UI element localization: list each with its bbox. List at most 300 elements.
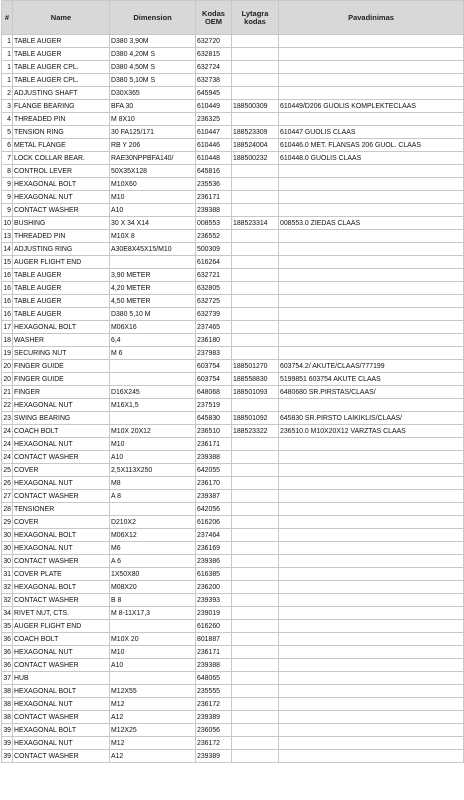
part-name-cell: HEXAGONAL NUT: [13, 399, 110, 412]
part-name-cell: TABLE AUGER: [13, 269, 110, 282]
kodas-oem-cell: 236180: [196, 334, 232, 347]
pavadinimas-cell: [279, 633, 464, 646]
pavadinimas-cell: [279, 399, 464, 412]
dimension-cell: A10: [110, 451, 196, 464]
dimension-cell: [110, 672, 196, 685]
table-row: [2, 360, 464, 373]
item-number-cell: 16: [2, 308, 13, 321]
dimension-cell: M12: [110, 737, 196, 750]
table-row: [2, 659, 464, 672]
item-number-cell: 24: [2, 425, 13, 438]
part-name-cell: TENSIONER: [13, 503, 110, 516]
item-number-cell: 24: [2, 451, 13, 464]
table-row: [2, 581, 464, 594]
kodas-oem-cell: 632739: [196, 308, 232, 321]
item-number-cell: 34: [2, 607, 13, 620]
part-name-cell: AUGER FLIGHT END: [13, 256, 110, 269]
pavadinimas-cell: 5199851 603754 AKUTE CLAAS: [279, 373, 464, 386]
kodas-oem-cell: 236170: [196, 477, 232, 490]
pavadinimas-cell: [279, 165, 464, 178]
table-row: [2, 711, 464, 724]
kodas-oem-cell: 239389: [196, 711, 232, 724]
item-number-cell: 9: [2, 191, 13, 204]
table-row: [2, 139, 464, 152]
dimension-cell: M10X60: [110, 178, 196, 191]
item-number-cell: 13: [2, 230, 13, 243]
part-name-cell: THREADED PIN: [13, 230, 110, 243]
dimension-cell: 30 X 34 X14: [110, 217, 196, 230]
lytagra-kodas-cell: [232, 724, 279, 737]
kodas-oem-cell: 236169: [196, 542, 232, 555]
table-row: [2, 451, 464, 464]
pavadinimas-cell: [279, 724, 464, 737]
pavadinimas-cell: [279, 61, 464, 74]
kodas-oem-cell: 616264: [196, 256, 232, 269]
lytagra-kodas-cell: [232, 711, 279, 724]
part-name-cell: CONTROL LEVER: [13, 165, 110, 178]
pavadinimas-cell: [279, 516, 464, 529]
dimension-cell: D380 5,10M S: [110, 74, 196, 87]
kodas-oem-cell: 236171: [196, 191, 232, 204]
table-row: [2, 204, 464, 217]
pavadinimas-cell: [279, 256, 464, 269]
part-name-cell: HEXAGONAL NUT: [13, 737, 110, 750]
table-row: [2, 217, 464, 230]
pavadinimas-cell: [279, 74, 464, 87]
kodas-oem-cell: 645830: [196, 412, 232, 425]
kodas-oem-cell: 645945: [196, 87, 232, 100]
kodas-oem-cell: 236510: [196, 425, 232, 438]
pavadinimas-cell: [279, 282, 464, 295]
pavadinimas-cell: [279, 191, 464, 204]
lytagra-kodas-cell: [232, 347, 279, 360]
table-row: [2, 373, 464, 386]
dimension-cell: 30 FA125/171: [110, 126, 196, 139]
kodas-oem-cell: 632738: [196, 74, 232, 87]
item-number-cell: 37: [2, 672, 13, 685]
item-number-cell: 32: [2, 581, 13, 594]
pavadinimas-cell: [279, 672, 464, 685]
kodas-oem-cell: 008553: [196, 217, 232, 230]
kodas-oem-cell: 632721: [196, 269, 232, 282]
kodas-oem-cell: 236171: [196, 646, 232, 659]
pavadinimas-cell: [279, 620, 464, 633]
table-row: [2, 321, 464, 334]
pavadinimas-cell: [279, 178, 464, 191]
dimension-cell: A 6: [110, 555, 196, 568]
lytagra-kodas-cell: 188523309: [232, 126, 279, 139]
header-row: [2, 1, 464, 35]
dimension-cell: A12: [110, 750, 196, 763]
kodas-oem-cell: 236056: [196, 724, 232, 737]
table-row: [2, 438, 464, 451]
lytagra-kodas-cell: [232, 503, 279, 516]
kodas-oem-cell: 236172: [196, 737, 232, 750]
item-number-cell: 29: [2, 516, 13, 529]
pavadinimas-cell: [279, 451, 464, 464]
dimension-cell: 3,90 METER: [110, 269, 196, 282]
item-number-cell: 1: [2, 61, 13, 74]
dimension-cell: M06X12: [110, 529, 196, 542]
kodas-oem-cell: 239388: [196, 659, 232, 672]
part-name-cell: TABLE AUGER: [13, 35, 110, 48]
part-name-cell: RIVET NUT, CTS.: [13, 607, 110, 620]
pavadinimas-cell: [279, 464, 464, 477]
lytagra-kodas-cell: [232, 399, 279, 412]
pavadinimas-cell: 610446.0 MET. FLANSAS 206 GUOL. CLAAS: [279, 139, 464, 152]
item-number-cell: 21: [2, 386, 13, 399]
table-row: [2, 269, 464, 282]
dimension-cell: D380 4,20M S: [110, 48, 196, 61]
table-row: [2, 620, 464, 633]
kodas-oem-cell: 610447: [196, 126, 232, 139]
kodas-oem-cell: 632805: [196, 282, 232, 295]
kodas-oem-cell: 236171: [196, 438, 232, 451]
part-name-cell: COVER: [13, 516, 110, 529]
dimension-cell: M10: [110, 191, 196, 204]
table-row: [2, 529, 464, 542]
parts-table: [1, 0, 464, 763]
part-name-cell: HEXAGONAL BOLT: [13, 724, 110, 737]
dimension-cell: RAE30NPPBFA140/: [110, 152, 196, 165]
pavadinimas-cell: [279, 334, 464, 347]
part-name-cell: HEXAGONAL NUT: [13, 646, 110, 659]
item-number-cell: 16: [2, 269, 13, 282]
lytagra-kodas-cell: [232, 620, 279, 633]
item-number-cell: 15: [2, 256, 13, 269]
table-row: [2, 594, 464, 607]
item-number-cell: 20: [2, 373, 13, 386]
kodas-oem-cell: 236325: [196, 113, 232, 126]
kodas-oem-cell: 610448: [196, 152, 232, 165]
pavadinimas-cell: [279, 35, 464, 48]
table-row: [2, 100, 464, 113]
part-name-cell: HEXAGONAL NUT: [13, 191, 110, 204]
lytagra-kodas-cell: [232, 61, 279, 74]
item-number-cell: 35: [2, 620, 13, 633]
lytagra-kodas-cell: [232, 165, 279, 178]
table-row: [2, 347, 464, 360]
part-name-cell: SECURING NUT: [13, 347, 110, 360]
part-name-cell: CONTACT WASHER: [13, 594, 110, 607]
item-number-cell: 23: [2, 412, 13, 425]
table-row: [2, 425, 464, 438]
item-number-cell: 39: [2, 750, 13, 763]
kodas-oem-cell: 648068: [196, 386, 232, 399]
lytagra-kodas-cell: [232, 555, 279, 568]
pavadinimas-cell: [279, 477, 464, 490]
part-name-cell: FLANGE BEARING: [13, 100, 110, 113]
table-row: [2, 737, 464, 750]
pavadinimas-cell: [279, 204, 464, 217]
table-row: [2, 464, 464, 477]
table-row: [2, 477, 464, 490]
header-name: Name: [13, 1, 110, 35]
part-name-cell: HEXAGONAL BOLT: [13, 685, 110, 698]
table-row: [2, 152, 464, 165]
table-row: [2, 386, 464, 399]
table-body: [2, 35, 464, 763]
kodas-oem-cell: 239393: [196, 594, 232, 607]
dimension-cell: M6: [110, 542, 196, 555]
item-number-cell: 9: [2, 178, 13, 191]
lytagra-kodas-cell: 188558830: [232, 373, 279, 386]
pavadinimas-cell: [279, 113, 464, 126]
lytagra-kodas-cell: [232, 334, 279, 347]
lytagra-kodas-cell: [232, 529, 279, 542]
table-row: [2, 295, 464, 308]
lytagra-kodas-cell: [232, 490, 279, 503]
table-row: [2, 399, 464, 412]
dimension-cell: [110, 256, 196, 269]
lytagra-kodas-cell: [232, 256, 279, 269]
item-number-cell: 6: [2, 139, 13, 152]
item-number-cell: 24: [2, 438, 13, 451]
item-number-cell: 4: [2, 113, 13, 126]
table-row: [2, 672, 464, 685]
pavadinimas-cell: 6480680 SR.PIRSTAS/CLAAS/: [279, 386, 464, 399]
header-kodas-oem: Kodas OEM: [196, 1, 232, 35]
table-row: [2, 750, 464, 763]
part-name-cell: CONTACT WASHER: [13, 750, 110, 763]
kodas-oem-cell: 237464: [196, 529, 232, 542]
kodas-oem-cell: 239387: [196, 490, 232, 503]
lytagra-kodas-cell: 188523322: [232, 425, 279, 438]
part-name-cell: FINGER: [13, 386, 110, 399]
table-row: [2, 503, 464, 516]
item-number-cell: 2: [2, 87, 13, 100]
part-name-cell: TABLE AUGER CPL.: [13, 61, 110, 74]
part-name-cell: TABLE AUGER CPL.: [13, 74, 110, 87]
lytagra-kodas-cell: [232, 698, 279, 711]
table-row: [2, 113, 464, 126]
part-name-cell: AUGER FLIGHT END: [13, 620, 110, 633]
pavadinimas-cell: [279, 230, 464, 243]
lytagra-kodas-cell: 188501093: [232, 386, 279, 399]
lytagra-kodas-cell: 188524004: [232, 139, 279, 152]
item-number-cell: 39: [2, 737, 13, 750]
dimension-cell: RB Y 206: [110, 139, 196, 152]
item-number-cell: 38: [2, 698, 13, 711]
header-lytagra-kodas: Lytagra kodas: [232, 1, 279, 35]
dimension-cell: A 8: [110, 490, 196, 503]
table-row: [2, 646, 464, 659]
dimension-cell: M10X 20X12: [110, 425, 196, 438]
pavadinimas-cell: 008553.0 ZIEDAS CLAAS: [279, 217, 464, 230]
kodas-oem-cell: 642055: [196, 464, 232, 477]
lytagra-kodas-cell: [232, 308, 279, 321]
dimension-cell: M16X1,5: [110, 399, 196, 412]
kodas-oem-cell: 235536: [196, 178, 232, 191]
dimension-cell: D210X2: [110, 516, 196, 529]
part-name-cell: LOCK COLLAR BEAR.: [13, 152, 110, 165]
item-number-cell: 28: [2, 503, 13, 516]
table-row: [2, 191, 464, 204]
lytagra-kodas-cell: [232, 74, 279, 87]
table-row: [2, 516, 464, 529]
table-row: [2, 633, 464, 646]
dimension-cell: M12: [110, 698, 196, 711]
part-name-cell: COACH BOLT: [13, 425, 110, 438]
lytagra-kodas-cell: [232, 646, 279, 659]
table-row: [2, 334, 464, 347]
dimension-cell: M10X 8: [110, 230, 196, 243]
item-number-cell: 10: [2, 217, 13, 230]
kodas-oem-cell: 239389: [196, 750, 232, 763]
dimension-cell: BFA 30: [110, 100, 196, 113]
pavadinimas-cell: [279, 555, 464, 568]
pavadinimas-cell: [279, 607, 464, 620]
kodas-oem-cell: 610449: [196, 100, 232, 113]
lytagra-kodas-cell: [232, 451, 279, 464]
part-name-cell: CONTACT WASHER: [13, 659, 110, 672]
lytagra-kodas-cell: [232, 438, 279, 451]
item-number-cell: 36: [2, 659, 13, 672]
item-number-cell: 17: [2, 321, 13, 334]
pavadinimas-cell: [279, 542, 464, 555]
dimension-cell: [110, 373, 196, 386]
pavadinimas-cell: [279, 750, 464, 763]
table-row: [2, 607, 464, 620]
table-header: [2, 1, 464, 35]
pavadinimas-cell: [279, 347, 464, 360]
kodas-oem-cell: 237465: [196, 321, 232, 334]
lytagra-kodas-cell: [232, 243, 279, 256]
item-number-cell: 30: [2, 529, 13, 542]
kodas-oem-cell: 603754: [196, 373, 232, 386]
dimension-cell: D380 5,10 M: [110, 308, 196, 321]
table-row: [2, 178, 464, 191]
dimension-cell: B 8: [110, 594, 196, 607]
item-number-cell: 5: [2, 126, 13, 139]
pavadinimas-cell: 610448.0 GUOLIS CLAAS: [279, 152, 464, 165]
item-number-cell: 14: [2, 243, 13, 256]
item-number-cell: 25: [2, 464, 13, 477]
item-number-cell: 36: [2, 633, 13, 646]
pavadinimas-cell: [279, 568, 464, 581]
table-row: [2, 61, 464, 74]
lytagra-kodas-cell: [232, 633, 279, 646]
dimension-cell: [110, 360, 196, 373]
part-name-cell: SWING BEARING: [13, 412, 110, 425]
part-name-cell: FINGER GUIDE: [13, 373, 110, 386]
header-number: #: [2, 1, 13, 35]
kodas-oem-cell: 500309: [196, 243, 232, 256]
table-row: [2, 35, 464, 48]
item-number-cell: 30: [2, 542, 13, 555]
pavadinimas-cell: 645830 SR.PIRSTO LAIKIKLIS/CLAAS/: [279, 412, 464, 425]
pavadinimas-cell: [279, 321, 464, 334]
dimension-cell: M12X55: [110, 685, 196, 698]
item-number-cell: 1: [2, 74, 13, 87]
table-row: [2, 542, 464, 555]
item-number-cell: 30: [2, 555, 13, 568]
kodas-oem-cell: 610446: [196, 139, 232, 152]
table-row: [2, 243, 464, 256]
pavadinimas-cell: [279, 594, 464, 607]
dimension-cell: A10: [110, 659, 196, 672]
lytagra-kodas-cell: [232, 672, 279, 685]
part-name-cell: HEXAGONAL NUT: [13, 698, 110, 711]
part-name-cell: CONTACT WASHER: [13, 711, 110, 724]
pavadinimas-cell: [279, 646, 464, 659]
part-name-cell: HUB: [13, 672, 110, 685]
pavadinimas-cell: [279, 308, 464, 321]
table-row: [2, 48, 464, 61]
item-number-cell: 36: [2, 646, 13, 659]
item-number-cell: 1: [2, 35, 13, 48]
kodas-oem-cell: 642056: [196, 503, 232, 516]
item-number-cell: 22: [2, 399, 13, 412]
pavadinimas-cell: [279, 737, 464, 750]
lytagra-kodas-cell: [232, 581, 279, 594]
part-name-cell: CONTACT WASHER: [13, 555, 110, 568]
dimension-cell: M10: [110, 646, 196, 659]
lytagra-kodas-cell: [232, 35, 279, 48]
table-row: [2, 698, 464, 711]
lytagra-kodas-cell: [232, 685, 279, 698]
kodas-oem-cell: 648065: [196, 672, 232, 685]
item-number-cell: 16: [2, 282, 13, 295]
table-row: [2, 568, 464, 581]
part-name-cell: BUSHING: [13, 217, 110, 230]
dimension-cell: D30X365: [110, 87, 196, 100]
pavadinimas-cell: 610449/D206 GUOLIS KOMPLEKTECLAAS: [279, 100, 464, 113]
part-name-cell: COVER: [13, 464, 110, 477]
dimension-cell: M8: [110, 477, 196, 490]
lytagra-kodas-cell: [232, 113, 279, 126]
header-pavadinimas: Pavadinimas: [279, 1, 464, 35]
table-row: [2, 308, 464, 321]
table-row: [2, 282, 464, 295]
pavadinimas-cell: [279, 698, 464, 711]
kodas-oem-cell: 616206: [196, 516, 232, 529]
lytagra-kodas-cell: [232, 594, 279, 607]
part-name-cell: TENSION RING: [13, 126, 110, 139]
lytagra-kodas-cell: [232, 230, 279, 243]
table-row: [2, 685, 464, 698]
lytagra-kodas-cell: [232, 87, 279, 100]
part-name-cell: TABLE AUGER: [13, 308, 110, 321]
table-row: [2, 724, 464, 737]
part-name-cell: CONTACT WASHER: [13, 204, 110, 217]
item-number-cell: 8: [2, 165, 13, 178]
dimension-cell: D16X245: [110, 386, 196, 399]
part-name-cell: COACH BOLT: [13, 633, 110, 646]
pavadinimas-cell: [279, 685, 464, 698]
pavadinimas-cell: 603754.2/ AKUTE/CLAAS/777199: [279, 360, 464, 373]
item-number-cell: 31: [2, 568, 13, 581]
part-name-cell: FINGER GUIDE: [13, 360, 110, 373]
part-name-cell: HEXAGONAL BOLT: [13, 321, 110, 334]
dimension-cell: M 6: [110, 347, 196, 360]
pavadinimas-cell: [279, 438, 464, 451]
kodas-oem-cell: 239388: [196, 451, 232, 464]
lytagra-kodas-cell: [232, 477, 279, 490]
dimension-cell: 4,20 METER: [110, 282, 196, 295]
header-dimension: Dimension: [110, 1, 196, 35]
pavadinimas-cell: [279, 503, 464, 516]
dimension-cell: A30E8X45X15/M10: [110, 243, 196, 256]
lytagra-kodas-cell: [232, 269, 279, 282]
kodas-oem-cell: 603754: [196, 360, 232, 373]
part-name-cell: HEXAGONAL NUT: [13, 542, 110, 555]
table-row: [2, 256, 464, 269]
item-number-cell: 3: [2, 100, 13, 113]
part-name-cell: CONTACT WASHER: [13, 490, 110, 503]
dimension-cell: 2,5X113X250: [110, 464, 196, 477]
kodas-oem-cell: 239019: [196, 607, 232, 620]
